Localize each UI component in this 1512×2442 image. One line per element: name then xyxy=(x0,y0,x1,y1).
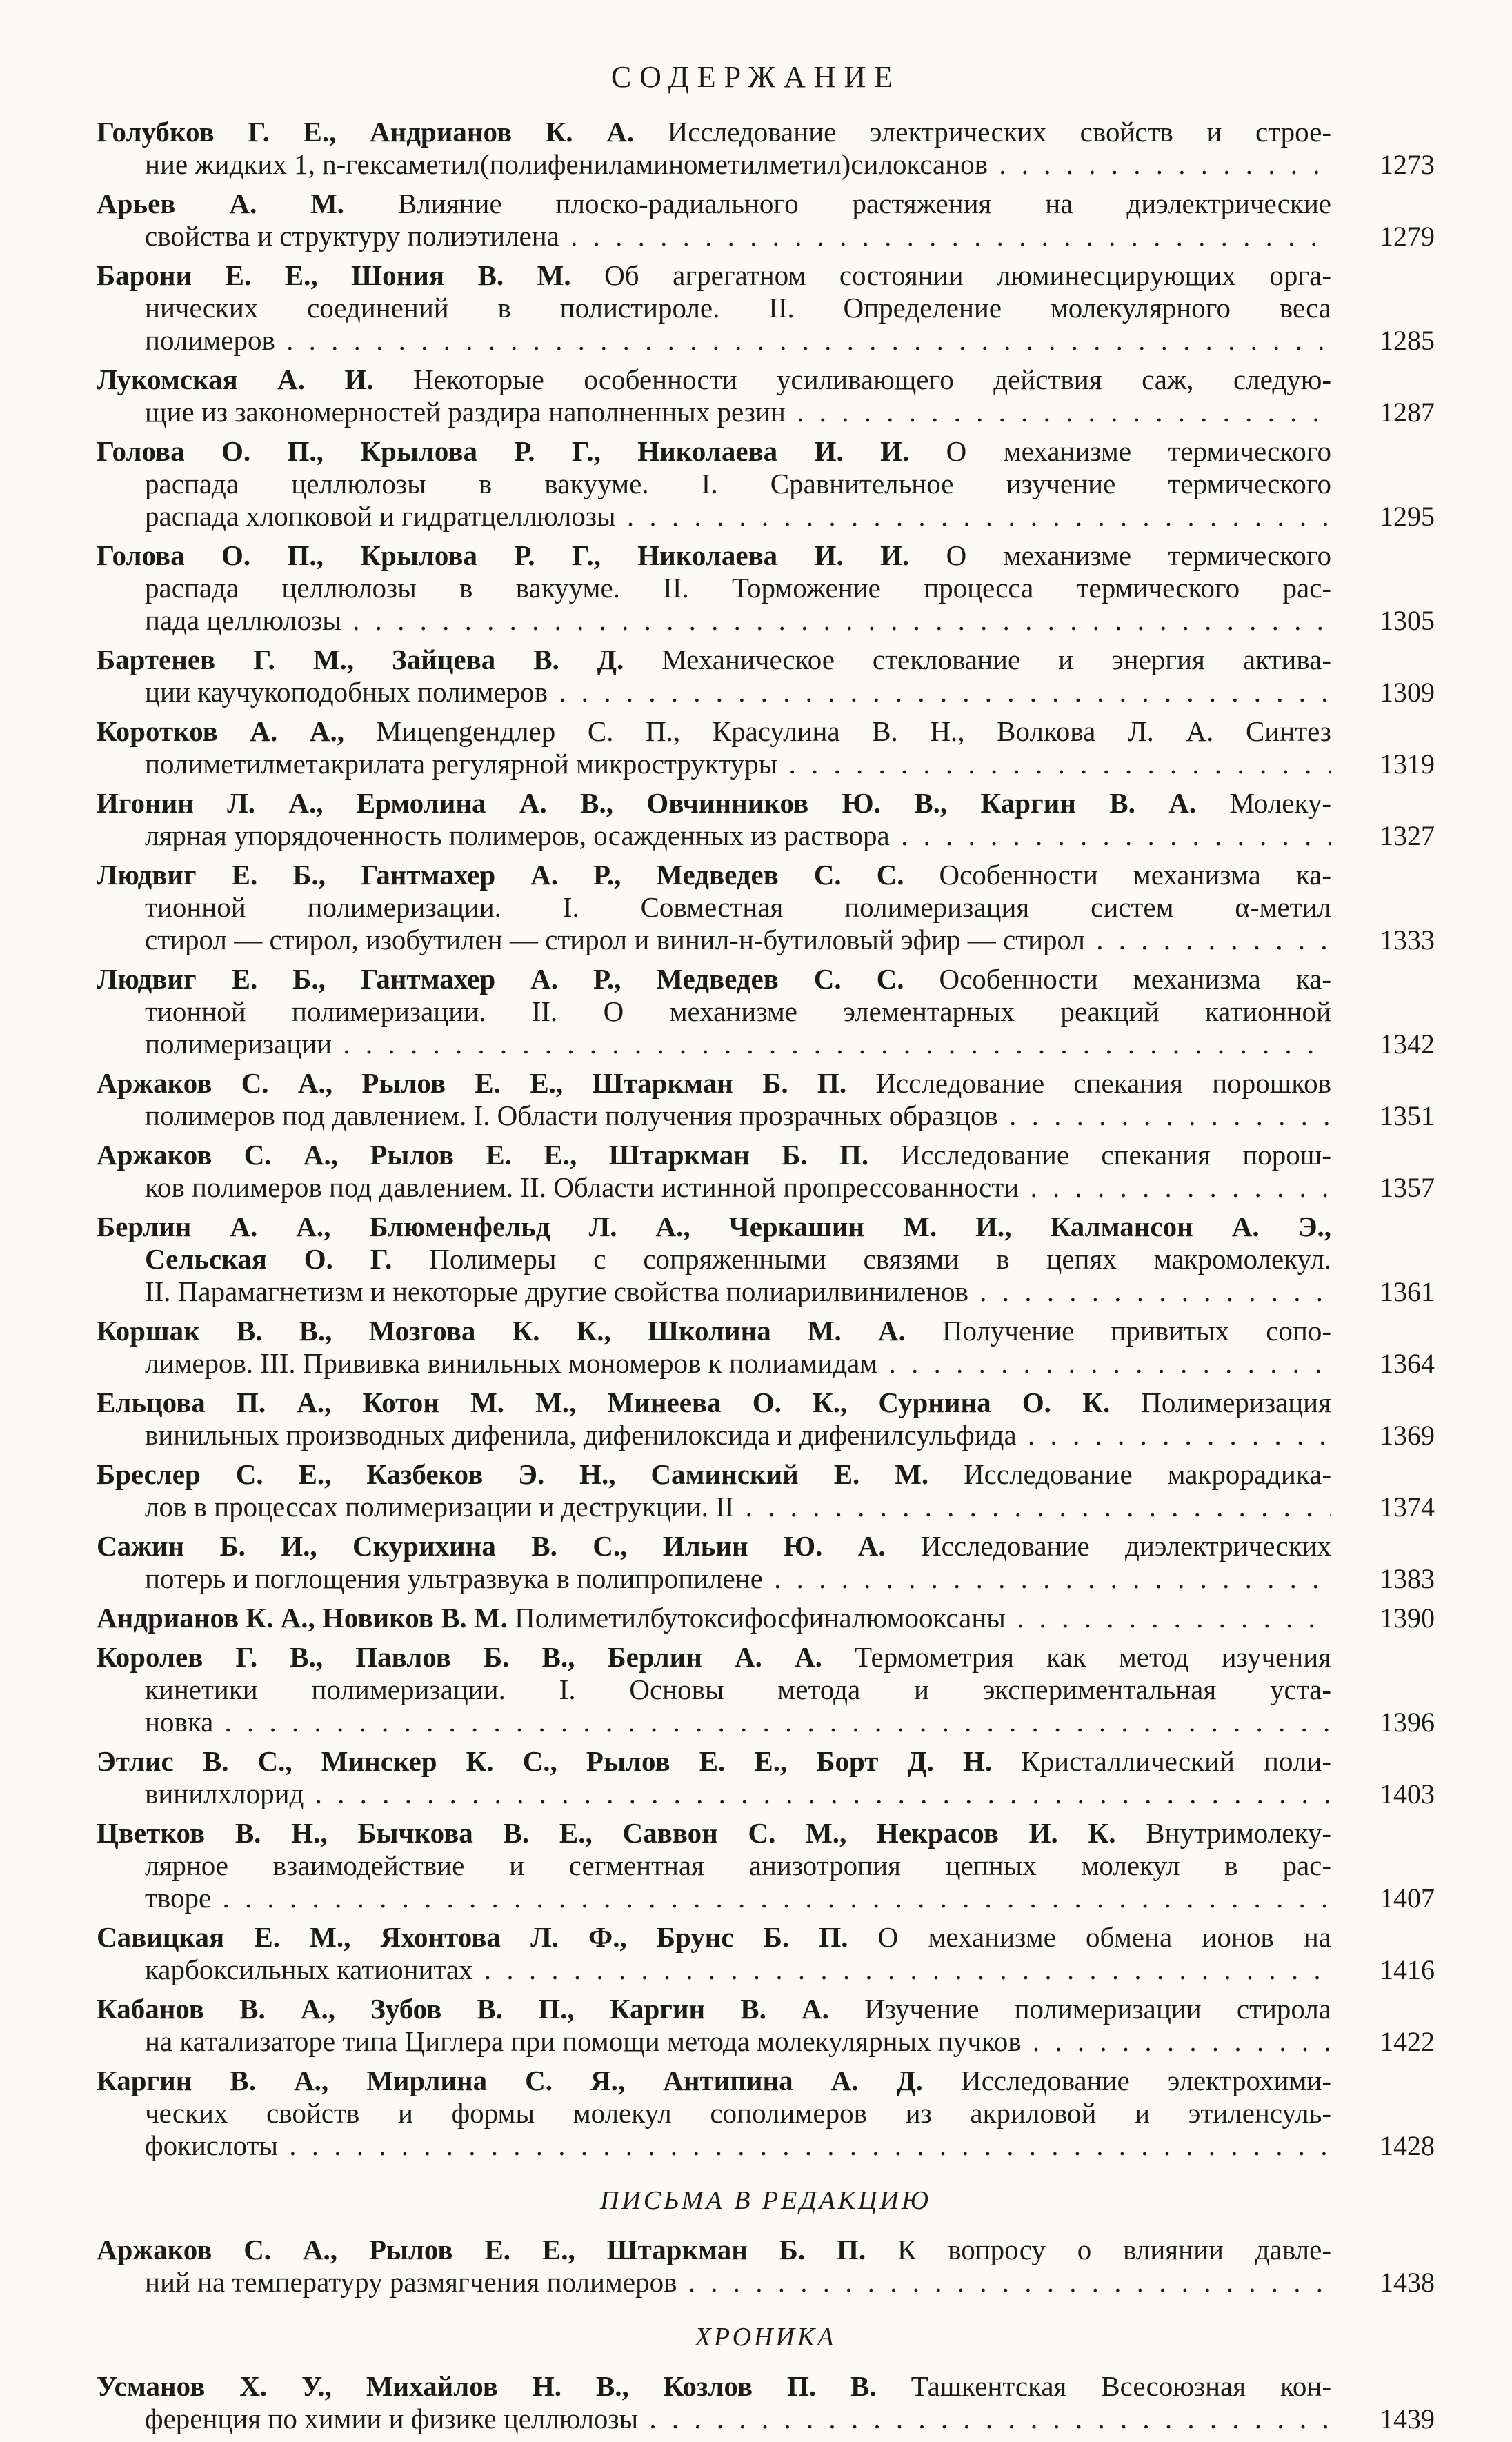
toc-entry xyxy=(97,1817,1435,1914)
toc-entry xyxy=(97,1530,1435,1595)
toc-entry-line: Людвиг Е. Б., Гантмахер А. Р., Медведев С. С. Особенности механизма ка- xyxy=(97,963,1331,995)
toc-page-number: 1351 xyxy=(1380,1100,1435,1131)
toc-entry-line: полиметилметакрилата регулярной микроструктуры . . . xyxy=(97,748,1331,780)
toc-entry-line: Андрианов К. А., Новиков В. М. Полиметилбутоксифосфиналюмооксаны . . . xyxy=(97,1602,1331,1634)
toc-entry xyxy=(97,364,1435,428)
toc-entry-line: тионной полимеризации. I. Совместная полимеризация систем α-метил xyxy=(145,891,1331,923)
toc-entry xyxy=(97,1602,1435,1634)
toc-entry-line: Этлис В. С., Минскер К. С., Рылов Е. Е., Борт Д. Н. Кристаллический поли- xyxy=(97,1745,1332,1777)
toc-entry-line: распада хлопковой и гидратцеллюлозы . . . xyxy=(97,500,1331,533)
toc-entry-line: новка . . . xyxy=(97,1706,1331,1738)
toc-entry-line: распада целлюлозы в вакууме. II. Торможение процесса термического рас- xyxy=(145,572,1331,604)
toc-entry-line: Игонин Л. А., Ермолина А. В., Овчинников Ю. В., Каргин В. А. Молеку- xyxy=(97,787,1331,819)
toc-entry-line: лов в процессах полимеризации и деструкции. II . . . xyxy=(97,1491,1331,1523)
toc-entry xyxy=(97,259,1435,357)
toc-entry-line: Савицкая Е. М., Яхонтова Л. Ф., Брунс Б. П. О механизме обмена ионов на xyxy=(97,1921,1331,1953)
toc-page-number: 1309 xyxy=(1380,677,1435,708)
toc-entry-line: лярное взаимодействие и сегментная анизотропия цепных молекул в рас- xyxy=(145,1849,1331,1881)
toc-entry xyxy=(97,715,1435,780)
toc-page-number: 1279 xyxy=(1380,221,1435,252)
toc-page-number: 1422 xyxy=(1380,2026,1435,2057)
toc-page-number: 1396 xyxy=(1380,1707,1435,1738)
toc-page-number: 1287 xyxy=(1380,397,1435,428)
toc-page-number: 1342 xyxy=(1380,1029,1435,1060)
toc-entry xyxy=(97,1067,1435,1132)
toc-entry xyxy=(97,1315,1435,1380)
toc-page-number: 1407 xyxy=(1380,1883,1435,1914)
toc-page-number: 1364 xyxy=(1380,1348,1435,1379)
toc-entry xyxy=(97,1745,1435,1810)
toc-entry xyxy=(97,1139,1435,1204)
toc-page-number: 1428 xyxy=(1380,2130,1435,2161)
toc-entry xyxy=(97,1921,1435,1986)
toc-entry-line: полимеров . . . xyxy=(97,324,1331,357)
toc-entry xyxy=(97,644,1435,708)
toc-page-number: 1439 xyxy=(1380,2403,1435,2434)
toc-entry-line: Голова О. П., Крылова Р. Г., Николаева И. И. О механизме термического xyxy=(97,539,1331,571)
toc-entry-line: потерь и поглощения ультразвука в полипропилене . . . xyxy=(97,1562,1331,1595)
toc-entry-line: Лукомская А. И. Некоторые особенности усиливающего действия саж, следую- xyxy=(97,364,1331,395)
toc-entry-line: на катализаторе типа Циглера при помощи метода молекулярных пучков . . . xyxy=(97,2025,1331,2058)
toc-entry-line: Голубков Г. Е., Андрианов К. А. Исследование электрических свойств и строе- xyxy=(97,116,1331,148)
toc-page-number: 1285 xyxy=(1380,325,1435,356)
toc-entry-line: Людвиг Е. Б., Гантмахер А. Р., Медведев С. С. Особенности механизма ка- xyxy=(97,859,1331,891)
toc-entry-line: карбоксильных катионитах . . . xyxy=(97,1954,1331,1986)
toc-page-number: 1319 xyxy=(1380,748,1435,780)
toc-entry-line: творе . . . xyxy=(97,1882,1331,1914)
toc-entry-line: фокислоты . . . xyxy=(97,2130,1331,2162)
toc-entry xyxy=(97,1211,1435,1308)
toc-entry-line: Ельцова П. А., Котон М. М., Минеева О. К., Сурнина О. К. Полимеризация xyxy=(97,1387,1331,1418)
toc-page-number: 1403 xyxy=(1380,1778,1435,1809)
toc-page-number: 1305 xyxy=(1380,605,1435,636)
toc-entry-line: Коршак В. В., Мозгова К. К., Школина М. А. Получение привитых сопо- xyxy=(97,1315,1331,1347)
toc-entry-line: Аржаков С. А., Рылов Е. Е., Штаркман Б. П. К вопросу о влиянии давле- xyxy=(97,2234,1331,2265)
toc-entry xyxy=(97,963,1435,1060)
toc-entry-line: Сельская О. Г. Полимеры с сопряженными связями в цепях макромолекул. xyxy=(145,1243,1331,1275)
toc-page-number: 1273 xyxy=(1380,149,1435,180)
toc-entry xyxy=(97,2370,1435,2435)
toc-entry xyxy=(97,2065,1435,2162)
toc-entry-line: полимеров под давлением. I. Области получения прозрачных образцов . . . xyxy=(97,1100,1331,1132)
toc-entry-line: стирол — стирол, изобутилен — стирол и винил-н-бутиловый эфир — стирол . . . xyxy=(97,924,1331,956)
toc-entry xyxy=(97,116,1435,181)
toc-entry-line: ний на температуру размягчения полимеров . . . xyxy=(97,2266,1331,2299)
toc-entry-line: Кабанов В. А., Зубов В. П., Каргин В. А. Изучение полимеризации стирола xyxy=(97,1993,1332,2025)
toc-entry xyxy=(97,1641,1435,1738)
toc-page-number: 1357 xyxy=(1380,1172,1435,1203)
toc-entry-line: лярная упорядоченность полимеров, осажденных из раствора . . . xyxy=(97,820,1331,852)
toc-page-number: 1327 xyxy=(1380,820,1435,851)
toc-entry-line: Цветков В. Н., Бычкова В. Е., Саввон С. М., Некрасов И. К. Внутримолеку- xyxy=(97,1817,1331,1849)
toc-entry xyxy=(97,1458,1435,1523)
toc-page-number: 1333 xyxy=(1380,924,1435,955)
toc-entry-line: Аржаков С. А., Рылов Е. Е., Штаркман Б. П. Исследование спекания порошков xyxy=(97,1067,1331,1099)
toc-entry-line: ференция по химии и физике целлюлозы . . . xyxy=(97,2403,1331,2435)
toc-entry xyxy=(97,1993,1435,2058)
toc-entry-line: Усманов Х. У., Михайлов Н. В., Козлов П. В. Ташкентская Всесоюзная кон- xyxy=(97,2370,1331,2402)
toc-entry-line: винилхлорид . . . xyxy=(97,1778,1331,1810)
toc-entry-line: Королев Г. В., Павлов Б. В., Берлин А. А. Термометрия как метод изучения xyxy=(97,1641,1332,1673)
toc-page-number: 1361 xyxy=(1380,1276,1435,1307)
toc-entry-line: Сажин Б. И., Скурихина В. С., Ильин Ю. А. Исследование диэлектрических xyxy=(97,1530,1331,1562)
toc-entry xyxy=(97,859,1435,956)
toc-entry-line: свойства и структуру полиэтилена . . . xyxy=(97,220,1331,252)
page-title: СОДЕРЖАНИЕ xyxy=(610,60,902,94)
table-of-contents xyxy=(97,116,1435,2442)
toc-entry-line: II. Парамагнетизм и некоторые другие свойства полиарилвиниленов . . . xyxy=(97,1275,1331,1308)
toc-page-number: 1416 xyxy=(1380,1954,1435,1985)
toc-entry-line: пада целлюлозы . . . xyxy=(97,604,1331,637)
toc-page-number: 1369 xyxy=(1380,1420,1435,1451)
toc-entry-line: Коротков А. А., Мицengендлер С. П., Красулина В. Н., Волкова Л. А. Синтез xyxy=(97,715,1332,747)
toc-entry-line: ков полимеров под давлением. II. Области истинной пропрессованности . . . xyxy=(97,1171,1331,1204)
section-heading: ПИСЬМА В РЕДАКЦИЮ xyxy=(599,2186,932,2215)
toc-entry-line: распада целлюлозы в вакууме. I. Сравнительное изучение термического xyxy=(145,468,1331,499)
toc-entry-line: Аржаков С. А., Рылов Е. Е., Штаркман Б. П. Исследование спекания порош- xyxy=(97,1139,1331,1171)
toc-entry-line: кинетики полимеризации. I. Основы метода и экспериментальная уста- xyxy=(145,1674,1331,1705)
toc-page-number: 1295 xyxy=(1380,501,1435,532)
toc-page-number: 1383 xyxy=(1380,1563,1435,1594)
toc-entry-line: Берлин А. А., Блюменфельд Л. А., Черкашин М. И., Калмансон А. Э., xyxy=(97,1211,1331,1242)
toc-page-number: 1374 xyxy=(1380,1491,1435,1522)
toc-entry-line: Каргин В. А., Мирлина С. Я., Антипина А. Д. Исследование электрохими- xyxy=(97,2065,1332,2096)
toc-entry-line: Барони Е. Е., Шония В. М. Об агрегатном состоянии люминесцирующих орга- xyxy=(97,259,1331,291)
toc-page-number: 1390 xyxy=(1380,1602,1435,1634)
toc-entry-line: винильных производных дифенила, дифенилоксида и дифенилсульфида . . . xyxy=(97,1419,1331,1451)
toc-entry-line: Бартенев Г. М., Зайцева В. Д. Механическое стеклование и энергия актива- xyxy=(97,644,1331,675)
toc-entry-line: полимеризации . . . xyxy=(97,1028,1331,1060)
toc-entry xyxy=(97,539,1435,637)
toc-entry-line: Арьев А. М. Влияние плоско-радиального растяжения на диэлектрические xyxy=(97,188,1331,219)
toc-entry-line: тионной полимеризации. II. О механизме элементарных реакций катионной xyxy=(145,995,1331,1027)
toc-entry xyxy=(97,435,1435,533)
toc-entry xyxy=(97,1387,1435,1451)
section-heading: ХРОНИКА xyxy=(695,2323,837,2352)
toc-entry-line: щие из закономерностей раздира наполненных резин . . . xyxy=(97,396,1331,428)
toc-entry-line: Голова О. П., Крылова Р. Г., Николаева И. И. О механизме термического xyxy=(97,435,1331,467)
toc-entry-line: лимеров. III. Прививка винильных мономеров к полиамидам . . . xyxy=(97,1347,1331,1380)
toc-entry xyxy=(97,188,1435,252)
toc-entry xyxy=(97,2234,1435,2299)
toc-entry-line: нических соединений в полистироле. II. Определение молекулярного веса xyxy=(145,292,1331,324)
toc-entry-line: Бреслер С. Е., Казбеков Э. Н., Саминский Е. М. Исследование макрорадика- xyxy=(97,1458,1331,1490)
toc-entry-line: ции каучукоподобных полимеров . . . xyxy=(97,676,1331,708)
toc-entry-line: ческих свойств и формы молекул сополимеров из акриловой и этиленсуль- xyxy=(145,2097,1331,2129)
toc-page-number: 1438 xyxy=(1380,2267,1435,2298)
toc-entry xyxy=(97,787,1435,852)
toc-entry-line: ние жидких 1, n-гексаметил(полифениламинометилметил)силоксанов . . . xyxy=(97,148,1331,181)
